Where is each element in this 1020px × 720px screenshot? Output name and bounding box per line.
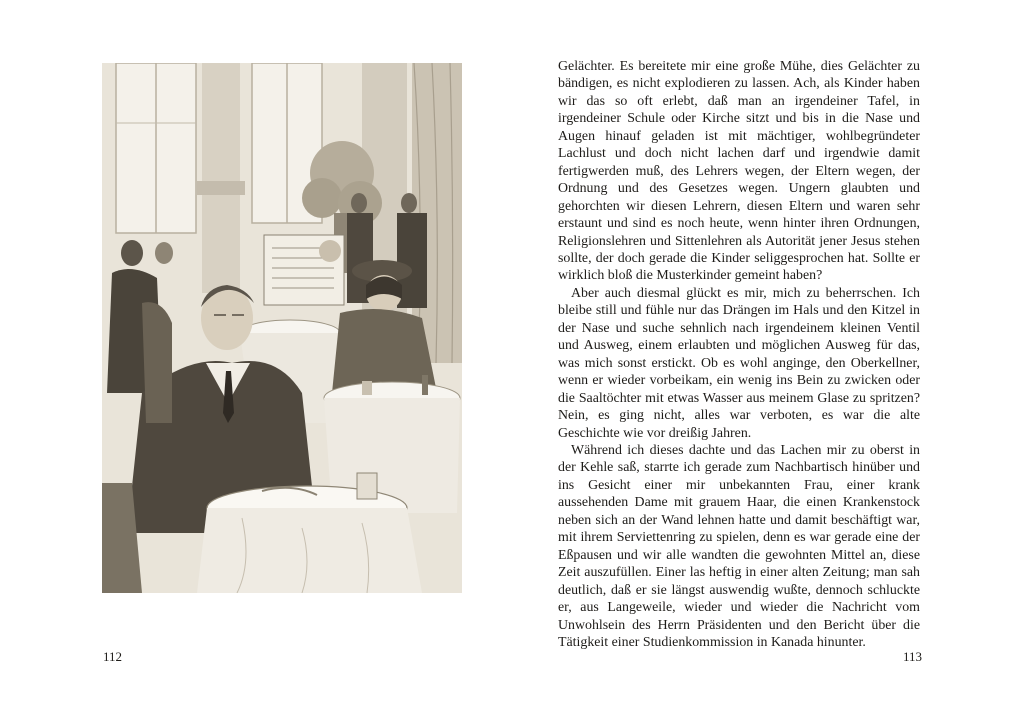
cafe-scene-illustration: [102, 63, 462, 593]
paragraph-3: Während ich dieses dachte und das Lachen mir zu oberst in der Kehle saß, starrte ich gerade zum Nachbartisch hinüber und ins Gesicht einer mir unbekannten Frau, einer krank aussehenden Dame mit grauem Haar, die einen Krankenstock neben sich an der Wand lehnen hatte und damit beschäftigt war, mit ihrem Serviettenring zu spielen, denn es war gerade eine der Eßpausen und wir alle wandten die gewohnten Mittel an, diese Zeit auszufüllen. Einer las heftig in einer alten Zeitung; man sah deutlich, daß er sie längst auswendig wußte, dennoch schluckte er, aus Langeweile, wieder und wieder die Nachricht vom Unwohlsein des Herrn Präsidenten und den Bericht über die Tätigkeit einer Studienkommission in Kanada hinunter.: [558, 442, 920, 650]
cafe-scene-illustration-svg: [102, 63, 462, 593]
paragraph-1: Gelächter. Es bereitete mir eine große Mühe, dies Gelächter zu bändigen, es nicht explodieren zu lassen. Ach, als Kinder haben wir das so oft erlebt, daß man an irgendeiner Tafel, in irgendeiner Schule oder Kirche sitzt und bis in die Nase und Augen hinauf geladen ist mit mächtiger, wohlbegründeter Lachlust und doch nicht lachen darf und irgendwie damit fertigwerden muß, des Lehrers wegen, der Eltern wegen, der Ordnung und des Gesetzes wegen. Ungern glaubten und gehorchten wir diesen Lehrern, diesen Eltern und waren sehr erstaunt und sind es noch heute, wenn hinter ihren Ordnungen, Religionslehren und Sittenlehren als Autorität jener Jesus stehen sollte, der doch gerade die Kinder seliggesprochen hat. Sollte er wirklich bloß die Musterkinder gemeint haben?: [558, 59, 920, 284]
page-number-right: 113: [903, 649, 923, 664]
body-text: [558, 58, 920, 651]
page-number-left: 112: [103, 649, 123, 664]
paragraph-2: Aber auch diesmal glückt es mir, mich zu beherrschen. Ich bleibe still und fühle nur das Drängen im Hals und den Kitzel in der Nase und suche sehnlich nach irgendeinem kleinen Ventil und Ausweg, einem erlaubten und möglichen Ausweg für das, was mich sonst erstickt. Ob es wohl anginge, den Oberkellner, wenn er wieder vorbeikam, ein wenig ins Bein zu zwicken oder die Saaltöchter mit etwas Wasser aus meinem Glase zu spritzen? Nein, es ging nicht, alles war verboten, es war die alte Geschichte wie vor dreißig Jahren.: [558, 285, 920, 441]
